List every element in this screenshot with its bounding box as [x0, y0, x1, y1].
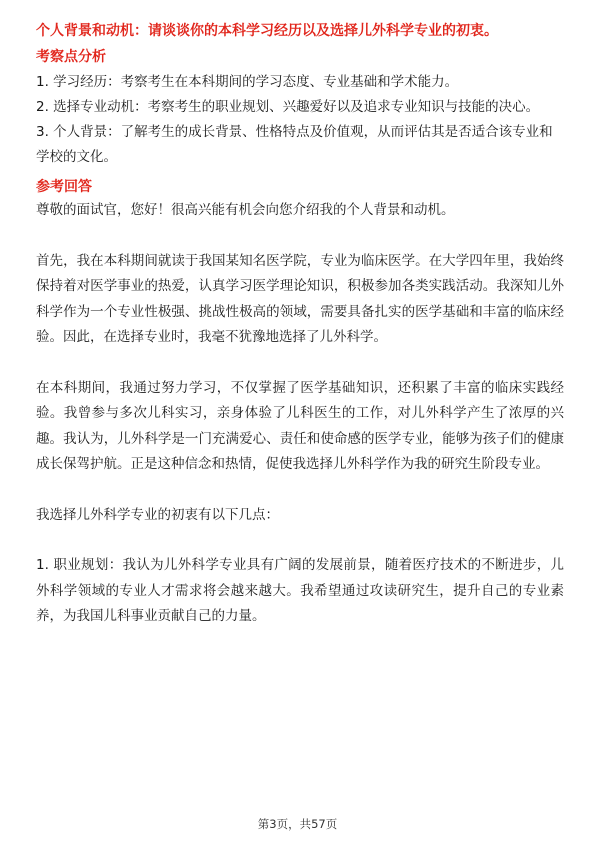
- answer-greeting: 尊敬的面试官，您好！很高兴能有机会向您介绍我的个人背景和动机。: [36, 202, 455, 218]
- paragraph-gap: [36, 478, 564, 503]
- analysis-item: 2. 选择专业动机：考察考生的职业规划、兴趣爱好以及追求专业知识与技能的决心。: [36, 99, 540, 115]
- analysis-item: 1. 学习经历：考察考生在本科期间的学习态度、专业基础和学术能力。: [36, 74, 459, 90]
- paragraph-gap: [36, 351, 564, 376]
- answer-paragraph: 首先，我在本科期间就读于我国某知名医学院，专业为临床医学。在大学四年里，我始终保持着对医学事业的热爱，认真学习医学理论知识，积极参加各类实践活动。我深知儿外科学作为一个专业性极强、挑战性极高的领域，需要具备扎实的医学基础和丰富的临床经验。因此，在选择专业时，我毫不犹豫地选择了儿外科学。: [36, 252, 564, 345]
- answer-paragraph: 在本科期间，我通过努力学习，不仅掌握了医学基础知识，还积累了丰富的临床实践经验。我曾参与多次儿科实习，亲身体验了儿科医生的工作，对儿外科学产生了浓厚的兴趣。我认为，儿外科学是一门充满爱心、责任和使命感的医学专业，能够为孩子们的健康成长保驾护航。正是这种信念和热情，促使我选择儿外科学作为我的研究生阶段专业。: [36, 379, 564, 472]
- answer-paragraph: 1. 职业规划：我认为儿外科学专业具有广阔的发展前景，随着医疗技术的不断进步，儿外科学领域的专业人才需求将会越来越大。我希望通过攻读研究生，提升自己的专业素养，为我国儿科事业贡献自己的力量。: [36, 557, 564, 624]
- interview-question: 个人背景和动机：请谈谈你的本科学习经历以及选择儿外科学专业的初衷。: [36, 23, 498, 39]
- answer-heading: 参考回答: [36, 179, 92, 195]
- analysis-list: [36, 70, 564, 170]
- document-page: [36, 20, 564, 630]
- paragraph-gap: [36, 528, 564, 553]
- paragraph-gap: [36, 224, 564, 249]
- page-number: 第3页，共57页: [257, 817, 338, 831]
- answer-paragraph: 我选择儿外科学专业的初衷有以下几点：: [36, 506, 279, 523]
- analysis-item: 3. 个人背景：了解考生的成长背景、性格特点及价值观，从而评估其是否适合该专业和学校的文化。: [36, 124, 553, 165]
- analysis-heading: 考察点分析: [36, 49, 106, 65]
